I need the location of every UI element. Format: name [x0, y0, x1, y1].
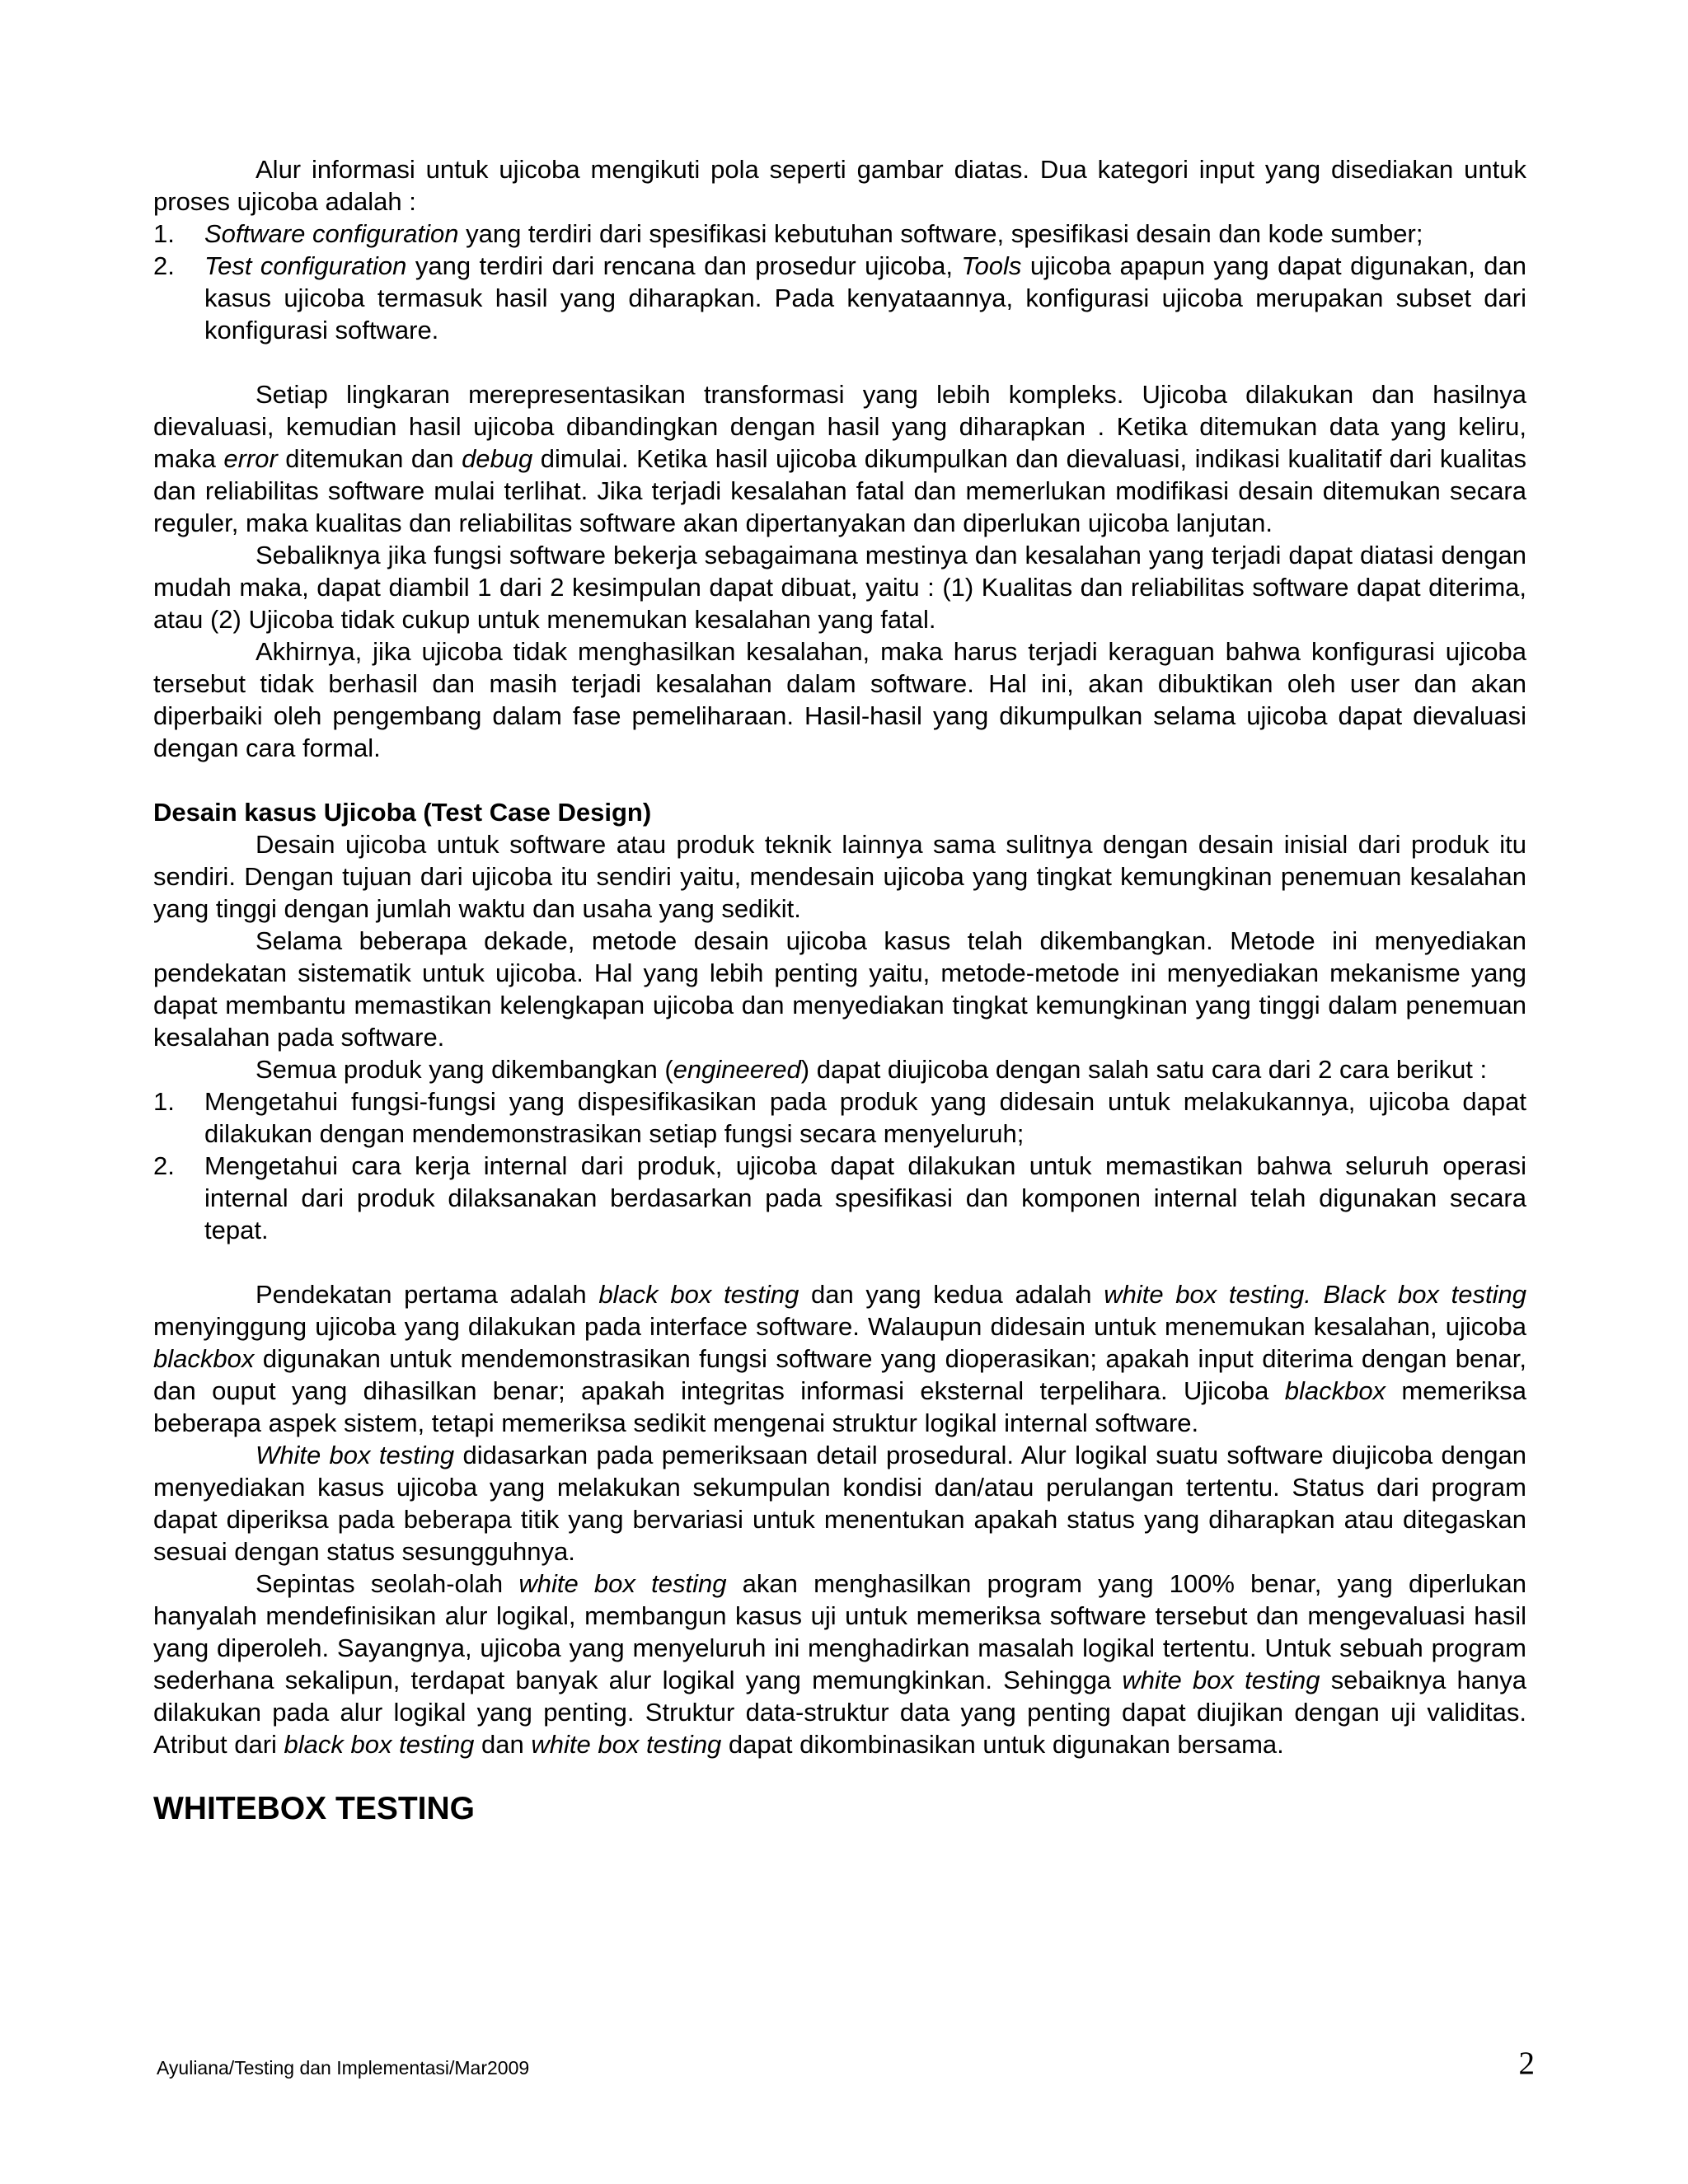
list-item: 1. Software configuration yang terdiri dari spesifikasi kebutuhan software, spesifikasi desain dan kode sumber;: [153, 219, 1423, 248]
section-heading-test-case-design: Desain kasus Ujicoba (Test Case Design): [153, 798, 652, 827]
paragraph-blackbox: Pendekatan pertama adalah black box testing dan yang kedua adalah white box testing. Black box testing menyinggung ujicoba yang dilakukan pada interface software. Walaupun didesain untuk menemukan kesalahan, ujicoba blackbox digunakan untuk mendemonstrasikan fungsi software yang dioperasikan; apakah input diterima dengan benar, dan ouput yang dihasilkan benar; apakah integritas informasi eksternal terpelihara. Ujicoba blackbox memeriksa beberapa aspek sistem, tetapi memeriksa sedikit mengenai struktur logikal internal software.: [153, 1280, 1526, 1437]
list-number: 1.: [153, 1087, 175, 1116]
list-item: 2. Mengetahui cara kerja internal dari produk, ujicoba dapat dilakukan untuk memastikan bahwa seluruh operasi internal dari produk dilaksanakan berdasarkan pada spesifikasi dan komponen internal telah digunakan secara tepat.: [153, 1151, 1526, 1244]
list-number: 2.: [153, 251, 175, 280]
list-number: 1.: [153, 219, 175, 248]
paragraph-design-difficulty: Desain ujicoba untuk software atau produk teknik lainnya sama sulitnya dengan desain inisial dari produk itu sendiri. Dengan tujuan dari ujicoba itu sendiri yaitu, mendesain ujicoba yang tingkat kemungkinan penemuan kesalahan yang tinggi dengan jumlah waktu dan usaha yang sedikit.: [153, 830, 1526, 923]
page-number: 2: [1518, 2046, 1535, 2081]
paragraph-gap: [153, 346, 1526, 378]
page-body: [153, 153, 1526, 1828]
list-item-term: Software configuration: [204, 219, 459, 248]
paragraph-whitebox: White box testing didasarkan pada pemeriksaan detail prosedural. Alur logikal suatu software diujicoba dengan menyediakan kasus ujicoba yang melakukan sekumpulan kondisi dan/atau perulangan tertentu. Status dari program dapat diperiksa pada beberapa titik yang bervariasi untuk menentukan apakah status yang diharapkan atau ditegaskan sesuai dengan status sesungguhnya.: [153, 1441, 1526, 1566]
paragraph-gap: [153, 764, 1526, 796]
paragraph-transformation: Setiap lingkaran merepresentasikan transformasi yang lebih kompleks. Ujicoba dilakukan dan hasilnya dievaluasi, kemudian hasil ujicoba dibandingkan dengan hasil yang diharapkan . Ketika ditemukan data yang keliru, maka error ditemukan dan debug dimulai. Ketika hasil ujicoba dikumpulkan dan dievaluasi, indikasi kualitatif dari kualitas dan reliabilitas software mulai terlihat. Jika terjadi kesalahan fatal dan memerlukan modifikasi desain ditemukan secara reguler, maka kualitas dan reliabilitas software akan dipertanyakan dan diperlukan ujicoba lanjutan.: [153, 380, 1526, 537]
input-category-list: [153, 218, 1526, 346]
paragraph-gap: [153, 1246, 1526, 1278]
testing-approach-list: [153, 1085, 1526, 1246]
paragraph-methods: Selama beberapa dekade, metode desain ujicoba kasus telah dikembangkan. Metode ini menyediakan pendekatan sistematik untuk ujicoba. Hal yang lebih penting yaitu, metode-metode ini menyediakan mekanisme yang dapat membantu memastikan kelengkapan ujicoba dan menyediakan tingkat kemungkinan yang tinggi dalam penemuan kesalahan pada software.: [153, 926, 1526, 1052]
footer-source: Ayuliana/Testing dan Implementasi/Mar2009: [157, 2057, 530, 2079]
paragraph-intro: Alur informasi untuk ujicoba mengikuti pola seperti gambar diatas. Dua kategori input yang disediakan untuk proses ujicoba adalah :: [153, 155, 1526, 216]
list-item: 2. Test configuration yang terdiri dari rencana dan prosedur ujicoba, Tools ujicoba apapun yang dapat digunakan, dan kasus ujicoba termasuk hasil yang diharapkan. Pada kenyataannya, konfigurasi ujicoba merupakan subset dari konfigurasi software.: [153, 251, 1526, 344]
paragraph-whitebox-limits: Sepintas seolah-olah white box testing akan menghasilkan program yang 100% benar, yang diperlukan hanyalah mendefinisikan alur logikal, membangun kasus uji untuk memeriksa software tersebut dan mengevaluasi hasil yang diperoleh. Sayangnya, ujicoba yang menyeluruh ini menghadirkan masalah logikal tertentu. Untuk sebuah program sederhana sekalipun, terdapat banyak alur logikal yang memungkinkan. Sehingga white box testing sebaiknya hanya dilakukan pada alur logikal yang penting. Struktur data-struktur data yang penting dapat diujikan dengan uji validitas. Atribut dari black box testing dan white box testing dapat dikombinasikan untuk digunakan bersama.: [153, 1569, 1526, 1759]
paragraph-doubt: Akhirnya, jika ujicoba tidak menghasilkan kesalahan, maka harus terjadi keraguan bahwa konfigurasi ujicoba tersebut tidak berhasil dan masih terjadi kesalahan dalam software. Hal ini, akan dibuktikan oleh user dan akan diperbaiki oleh pengembang dalam fase pemeliharaan. Hasil-hasil yang dikumpulkan selama ujicoba dapat dievaluasi dengan cara formal.: [153, 637, 1526, 762]
list-number: 2.: [153, 1151, 175, 1180]
paragraph-conclusion: Sebaliknya jika fungsi software bekerja sebagaimana mestinya dan kesalahan yang terjadi dapat diatasi dengan mudah maka, dapat diambil 1 dari 2 kesimpulan dapat dibuat, yaitu : (1) Kualitas dan reliabilitas software dapat diterima, atau (2) Ujicoba tidak cukup untuk menemukan kesalahan yang fatal.: [153, 541, 1526, 634]
section-heading-whitebox-testing: WHITEBOX TESTING: [153, 1791, 475, 1826]
list-item-term: Test configuration: [204, 251, 407, 280]
list-item: 1. Mengetahui fungsi-fungsi yang dispesifikasikan pada produk yang didesain untuk melakukannya, ujicoba dapat dilakukan dengan mendemonstrasikan setiap fungsi secara menyeluruh;: [153, 1087, 1526, 1148]
paragraph-engineered: Semua produk yang dikembangkan (engineered) dapat diujicoba dengan salah satu cara dari 2 cara berikut :: [256, 1055, 1488, 1084]
